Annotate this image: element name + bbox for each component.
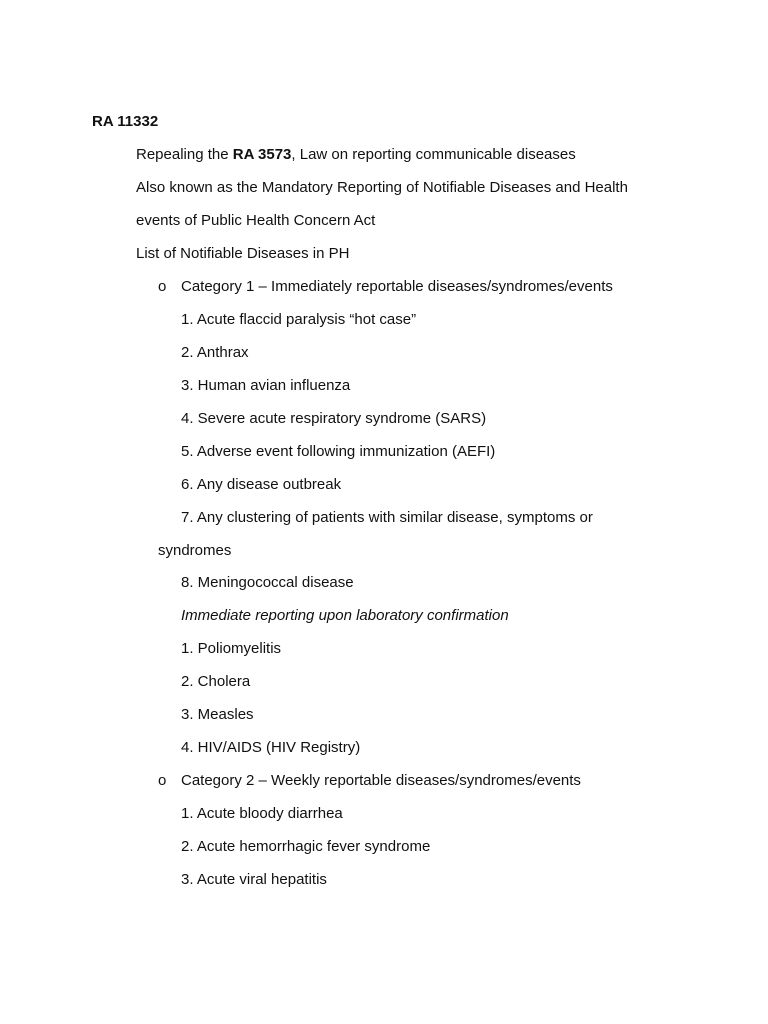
list-item: 4. Severe acute respiratory syndrome (SARS) — [181, 410, 487, 427]
lab-confirmation-note: Immediate reporting upon laboratory confirmation — [181, 607, 509, 624]
list-item: 2. Cholera — [181, 673, 251, 690]
category-1-heading: Category 1 – Immediately reportable diseases/syndromes/events — [181, 278, 613, 295]
list-item: 1. Acute bloody diarrhea — [181, 805, 343, 822]
list-item: 3. Acute viral hepatitis — [181, 871, 327, 888]
list-item: 7. Any clustering of patients with similar disease, symptoms or — [181, 509, 593, 526]
document-title: RA 11332 — [92, 113, 159, 130]
list-item: 2. Anthrax — [181, 344, 249, 361]
list-item: 2. Acute hemorrhagic fever syndrome — [181, 838, 431, 855]
repeal-suffix: , Law on reporting communicable diseases — [291, 146, 576, 163]
list-heading: List of Notifiable Diseases in PH — [136, 245, 350, 262]
repeal-line — [136, 145, 576, 165]
aka-line-1: Also known as the Mandatory Reporting of Notifiable Diseases and Health — [136, 179, 628, 196]
list-item: 3. Human avian influenza — [181, 377, 351, 394]
list-item: 4. HIV/AIDS (HIV Registry) — [181, 739, 361, 756]
list-item: 5. Adverse event following immunization (AEFI) — [181, 443, 496, 460]
list-item: 1. Poliomyelitis — [181, 640, 282, 657]
bullet-icon: o — [158, 772, 167, 789]
aka-line-2: events of Public Health Concern Act — [136, 212, 376, 229]
list-item: 1. Acute flaccid paralysis “hot case” — [181, 311, 417, 328]
list-item-continuation: syndromes — [158, 542, 232, 559]
list-item: 6. Any disease outbreak — [181, 476, 342, 493]
list-item: 8. Meningococcal disease — [181, 574, 354, 591]
repealed-act: RA 3573 — [232, 146, 292, 163]
repeal-prefix: Repealing the — [136, 146, 233, 163]
category-2-heading: Category 2 – Weekly reportable diseases/syndromes/events — [181, 772, 581, 789]
list-item: 3. Measles — [181, 706, 254, 723]
bullet-icon: o — [158, 278, 167, 295]
